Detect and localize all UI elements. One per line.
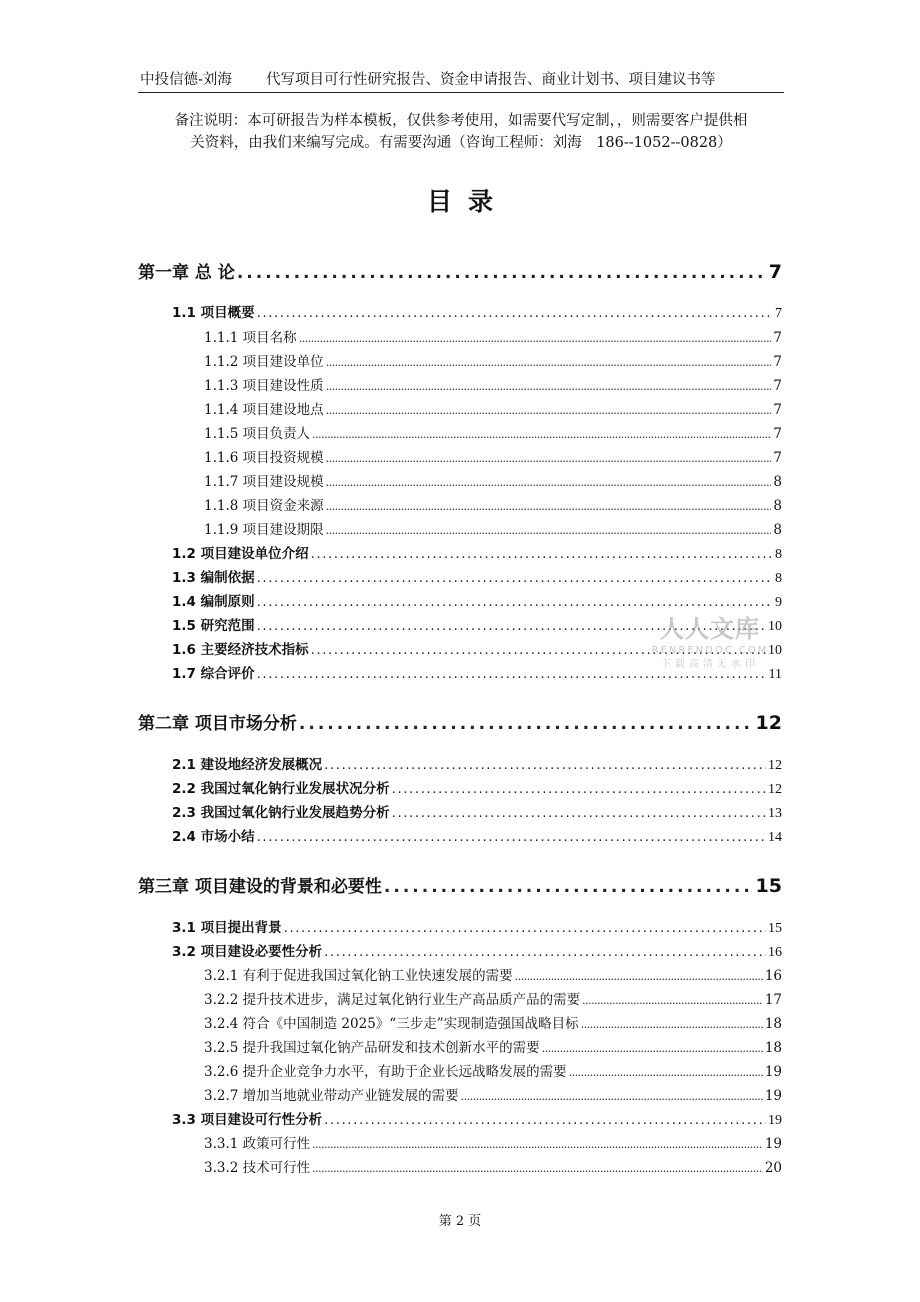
toc-entry-section[interactable] bbox=[172, 753, 782, 774]
toc-entry-page: 8 bbox=[773, 474, 782, 490]
toc-dot-leader bbox=[392, 805, 766, 821]
watermark-slogan: 下载高清无水印 bbox=[661, 659, 759, 670]
toc-entry-title: 3.1 项目提出背景 bbox=[172, 920, 282, 936]
toc-entry-section[interactable] bbox=[172, 301, 782, 322]
toc-entry-chapter[interactable] bbox=[138, 872, 782, 897]
toc-entry-page: 7 bbox=[773, 402, 782, 418]
toc-dot-leader bbox=[299, 332, 772, 345]
toc-entry-title: 1.4 编制原则 bbox=[172, 594, 255, 610]
toc-entry-page: 14 bbox=[768, 830, 782, 845]
toc-entry-title: 第三章 项目建设的背景和必要性 bbox=[138, 877, 382, 897]
toc-entry-title: 1.1.5 项目负责人 bbox=[204, 426, 311, 442]
toc-entry-page: 7 bbox=[773, 378, 782, 394]
toc-entry-page: 13 bbox=[768, 806, 782, 821]
toc-entry-title: 3.2 项目建设必要性分析 bbox=[172, 944, 323, 960]
toc-entry-title: 1.7 综合评价 bbox=[172, 666, 255, 682]
watermark-logo bbox=[646, 614, 774, 684]
toc-entry-page: 8 bbox=[773, 522, 782, 538]
toc-entry-title: 1.1.8 项目资金来源 bbox=[204, 498, 324, 514]
toc-entry-sub[interactable] bbox=[204, 422, 782, 442]
toc-dot-leader bbox=[326, 524, 772, 537]
toc-entry-title: 2.3 我国过氧化钠行业发展趋势分析 bbox=[172, 805, 390, 821]
toc-entry-page: 7 bbox=[768, 261, 782, 283]
toc-dot-leader bbox=[515, 970, 763, 983]
toc-entry-title: 3.3.2 技术可行性 bbox=[204, 1160, 311, 1176]
toc-entry-page: 17 bbox=[764, 992, 782, 1008]
toc-entry-page: 11 bbox=[768, 667, 782, 682]
toc-entry-section[interactable] bbox=[172, 940, 782, 961]
toc-entry-page: 8 bbox=[773, 498, 782, 514]
toc-entry-sub[interactable] bbox=[204, 326, 782, 346]
toc-entry-chapter[interactable] bbox=[138, 709, 782, 734]
toc-entry-page: 7 bbox=[773, 330, 782, 346]
note-line-2: 关资料，由我们来编写完成。有需要沟通（咨询工程师：刘海 186--1052--0828） bbox=[190, 135, 732, 151]
toc-entry-page: 20 bbox=[764, 1160, 782, 1176]
toc-dot-leader bbox=[392, 781, 766, 797]
toc-dot-leader bbox=[284, 920, 766, 936]
toc-entry-page: 16 bbox=[768, 945, 782, 960]
toc-dot-leader bbox=[326, 500, 772, 513]
toc-entry-title: 1.5 研究范围 bbox=[172, 618, 255, 634]
toc-entry-sub[interactable] bbox=[204, 1156, 782, 1176]
toc-entry-title: 第二章 项目市场分析 bbox=[138, 714, 297, 734]
toc-entry-section[interactable] bbox=[172, 916, 782, 937]
toc-entry-sub[interactable] bbox=[204, 1012, 782, 1032]
toc-entry-section[interactable] bbox=[172, 825, 782, 846]
toc-dot-leader bbox=[326, 452, 772, 465]
toc-entry-title: 1.2 项目建设单位介绍 bbox=[172, 546, 309, 562]
toc-entry-title: 1.1.9 项目建设期限 bbox=[204, 522, 324, 538]
toc-dot-leader bbox=[326, 476, 772, 489]
toc-entry-chapter[interactable] bbox=[138, 258, 782, 283]
toc-dot-leader bbox=[237, 263, 767, 283]
toc-entry-page: 12 bbox=[768, 758, 782, 773]
toc-entry-page: 18 bbox=[764, 1040, 782, 1056]
toc-dot-leader bbox=[324, 757, 766, 773]
toc-entry-title: 3.2.6 提升企业竞争力水平，有助于企业长远战略发展的需要 bbox=[204, 1064, 567, 1080]
toc-entry-sub[interactable] bbox=[204, 964, 782, 984]
toc-entry-title: 1.1.3 项目建设性质 bbox=[204, 378, 324, 394]
toc-entry-sub[interactable] bbox=[204, 1036, 782, 1056]
toc-entry-page: 7 bbox=[773, 354, 782, 370]
toc-entry-page: 18 bbox=[764, 1016, 782, 1032]
toc-entry-sub[interactable] bbox=[204, 518, 782, 538]
toc-dot-leader bbox=[312, 428, 771, 441]
toc-entry-sub[interactable] bbox=[204, 446, 782, 466]
toc-entry-page: 7 bbox=[773, 450, 782, 466]
toc-dot-leader bbox=[569, 1066, 763, 1079]
toc-dot-leader bbox=[324, 944, 766, 960]
toc-entry-title: 第一章 总 论 bbox=[138, 263, 235, 283]
toc-entry-page: 15 bbox=[755, 875, 782, 897]
toc-entry-title: 1.1.7 项目建设规模 bbox=[204, 474, 324, 490]
toc-entry-page: 8 bbox=[775, 547, 782, 562]
toc-entry-sub[interactable] bbox=[204, 494, 782, 514]
toc-entry-title: 1.1.2 项目建设单位 bbox=[204, 354, 324, 370]
toc-entry-page: 19 bbox=[764, 1088, 782, 1104]
toc-dot-leader bbox=[257, 594, 773, 610]
toc-entry-page: 19 bbox=[768, 1113, 782, 1128]
toc-dot-leader bbox=[312, 1138, 763, 1151]
header-author: 中投信德-刘海 bbox=[140, 72, 232, 88]
toc-entry-title: 1.6 主要经济技术指标 bbox=[172, 642, 309, 658]
toc-dot-leader bbox=[384, 877, 754, 897]
toc-entry-page: 10 bbox=[768, 619, 782, 634]
toc-entry-title: 1.1.1 项目名称 bbox=[204, 330, 297, 346]
toc-entry-page: 7 bbox=[773, 426, 782, 442]
toc-dot-leader bbox=[542, 1042, 763, 1055]
toc-entry-title: 3.3.1 政策可行性 bbox=[204, 1136, 311, 1152]
toc-entry-sub[interactable] bbox=[204, 1084, 782, 1104]
toc-entry-page: 10 bbox=[768, 643, 782, 658]
toc-entry-title: 3.2.7 增加当地就业带动产业链发展的需要 bbox=[204, 1088, 459, 1104]
toc-entry-page: 19 bbox=[764, 1064, 782, 1080]
toc-entry-page: 12 bbox=[755, 712, 782, 734]
toc-entry-section[interactable] bbox=[172, 1108, 782, 1129]
page-number: 第 2 页 bbox=[438, 1214, 482, 1229]
toc-entry-sub[interactable] bbox=[204, 988, 782, 1008]
toc-dot-leader bbox=[461, 1090, 763, 1103]
toc-entry-section[interactable] bbox=[172, 801, 782, 822]
toc-entry-sub[interactable] bbox=[204, 374, 782, 394]
toc-entry-title: 1.1.4 项目建设地点 bbox=[204, 402, 324, 418]
toc-dot-leader bbox=[581, 1018, 763, 1031]
toc-entry-section[interactable] bbox=[172, 542, 782, 563]
toc-entry-sub[interactable] bbox=[204, 350, 782, 370]
toc-entry-sub[interactable] bbox=[204, 1060, 782, 1080]
toc-entry-sub[interactable] bbox=[204, 1132, 782, 1152]
toc-dot-leader bbox=[324, 1112, 766, 1128]
toc-entry-title: 3.3 项目建设可行性分析 bbox=[172, 1112, 323, 1128]
toc-entry-page: 7 bbox=[775, 306, 782, 321]
toc-dot-leader bbox=[311, 546, 773, 562]
toc-dot-leader bbox=[326, 380, 772, 393]
note-line-1: 备注说明：本可研报告为样本模板，仅供参考使用，如需要代写定制，，则需要客户提供相 bbox=[174, 113, 748, 129]
toc-dot-leader bbox=[257, 829, 766, 845]
toc-dot-leader bbox=[257, 305, 773, 321]
toc-entry-title: 3.2.2 提升技术进步，满足过氧化钠行业生产高品质产品的需要 bbox=[204, 992, 581, 1008]
toc-entry-page: 15 bbox=[768, 921, 782, 936]
toc-entry-section[interactable] bbox=[172, 566, 782, 587]
toc-entry-page: 16 bbox=[764, 968, 782, 984]
toc-entry-title: 2.4 市场小结 bbox=[172, 829, 255, 845]
toc-entry-page: 12 bbox=[768, 782, 782, 797]
toc-entry-title: 2.1 建设地经济发展概况 bbox=[172, 757, 323, 773]
toc-dot-leader bbox=[582, 994, 763, 1007]
toc-entry-section[interactable] bbox=[172, 590, 782, 611]
page-title: 目录 bbox=[426, 187, 509, 216]
toc-entry-title: 1.3 编制依据 bbox=[172, 570, 255, 586]
watermark-domain: RENRENDOC.COM bbox=[651, 645, 769, 656]
toc-entry-sub[interactable] bbox=[204, 398, 782, 418]
toc-dot-leader bbox=[312, 1162, 763, 1175]
toc-entry-sub[interactable] bbox=[204, 470, 782, 490]
toc-entry-section[interactable] bbox=[172, 777, 782, 798]
toc-dot-leader bbox=[326, 356, 772, 369]
toc-entry-title: 1.1 项目概要 bbox=[172, 305, 255, 321]
toc-entry-page: 19 bbox=[764, 1136, 782, 1152]
toc-entry-title: 3.2.4 符合《中国制造 2025》“三步走”实现制造强国战略目标 bbox=[204, 1016, 579, 1032]
toc-entry-title: 3.2.1 有利于促进我国过氧化钠工业快速发展的需要 bbox=[204, 968, 513, 984]
toc-dot-leader bbox=[326, 404, 772, 417]
toc-entry-title: 2.2 我国过氧化钠行业发展状况分析 bbox=[172, 781, 390, 797]
toc-entry-page: 9 bbox=[775, 595, 782, 610]
toc-dot-leader bbox=[257, 570, 773, 586]
toc-dot-leader bbox=[299, 714, 754, 734]
watermark-brand: 人人文库 bbox=[660, 615, 760, 643]
toc-entry-title: 1.1.6 项目投资规模 bbox=[204, 450, 324, 466]
header-services: 代写项目可行性研究报告、资金申请报告、商业计划书、项目建议书等 bbox=[266, 72, 716, 88]
toc-entry-page: 8 bbox=[775, 571, 782, 586]
toc-entry-title: 3.2.5 提升我国过氧化钠产品研发和技术创新水平的需要 bbox=[204, 1040, 540, 1056]
